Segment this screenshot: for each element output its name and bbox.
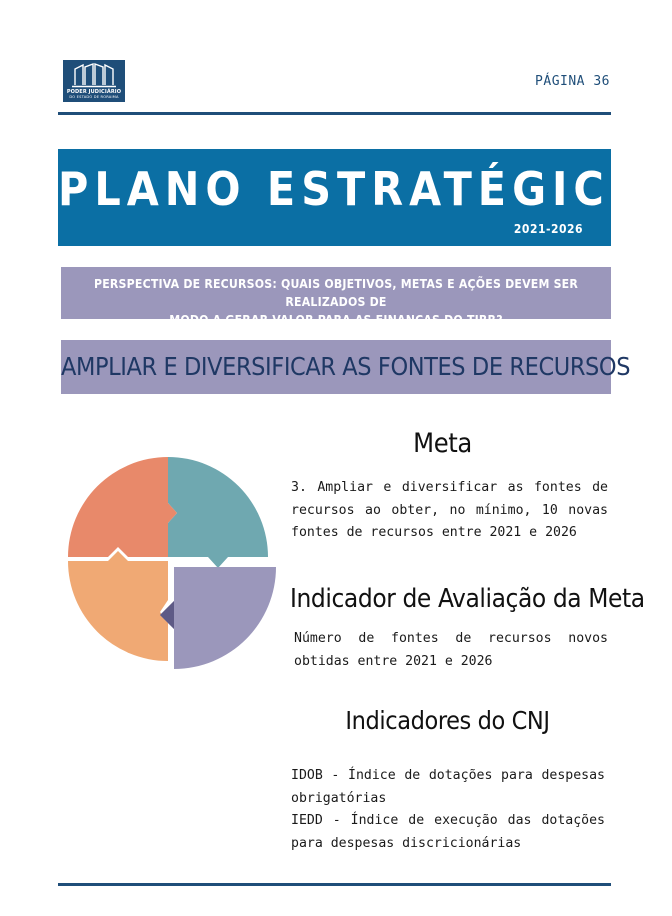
title-banner bbox=[58, 149, 651, 246]
meta-heading: Meta bbox=[413, 428, 472, 459]
puzzle-piece-teal bbox=[168, 457, 268, 568]
logo-text-primary: PODER JUDICIÁRIO bbox=[66, 89, 122, 95]
cnj-indicators-list bbox=[291, 765, 605, 855]
banner-title: PLANO ESTRATÉGICO bbox=[58, 162, 651, 216]
puzzle-circle-icon bbox=[60, 455, 280, 675]
perspective-line-2: MODO A GERAR VALOR PARA AS FINANÇAS DO TJRR? bbox=[169, 313, 503, 327]
top-divider bbox=[58, 112, 611, 115]
banner-years: 2021-2026 bbox=[513, 222, 583, 236]
page-number: PÁGINA 36 bbox=[535, 74, 610, 89]
indicador-text: Número de fontes de recursos novos obtidas entre 2021 e 2026 bbox=[294, 631, 608, 669]
meta-text: 3. Ampliar e diversificar as fontes de recursos ao obter, no mínimo, 10 novas fontes de recursos entre 2021 e 2026 bbox=[291, 480, 608, 540]
perspective-box bbox=[61, 267, 611, 327]
puzzle-piece-coral bbox=[68, 457, 177, 557]
section-title: AMPLIAR E DIVERSIFICAR AS FONTES DE RECURSOS bbox=[61, 340, 611, 394]
court-building-logo bbox=[63, 60, 125, 102]
puzzle-piece-peach bbox=[68, 551, 168, 661]
cnj-indicator-idob: IDOB - Índice de dotações para despesas obrigatórias bbox=[291, 768, 605, 806]
cnj-indicator-iedd: IEDD - Índice de execução das dotações para despesas discricionárias bbox=[291, 813, 605, 851]
bottom-divider bbox=[58, 883, 611, 886]
indicador-heading: Indicador de Avaliação da Meta bbox=[290, 584, 645, 614]
cnj-heading: Indicadores do CNJ bbox=[345, 706, 550, 735]
puzzle-piece-purple bbox=[160, 567, 276, 669]
building-icon bbox=[63, 60, 125, 90]
logo-text-secondary: DO ESTADO DE RORAIMA bbox=[69, 95, 119, 99]
perspective-line-1: PERSPECTIVA DE RECURSOS: QUAIS OBJETIVOS, METAS E AÇÕES DEVEM SER REALIZADOS DE bbox=[93, 277, 579, 309]
